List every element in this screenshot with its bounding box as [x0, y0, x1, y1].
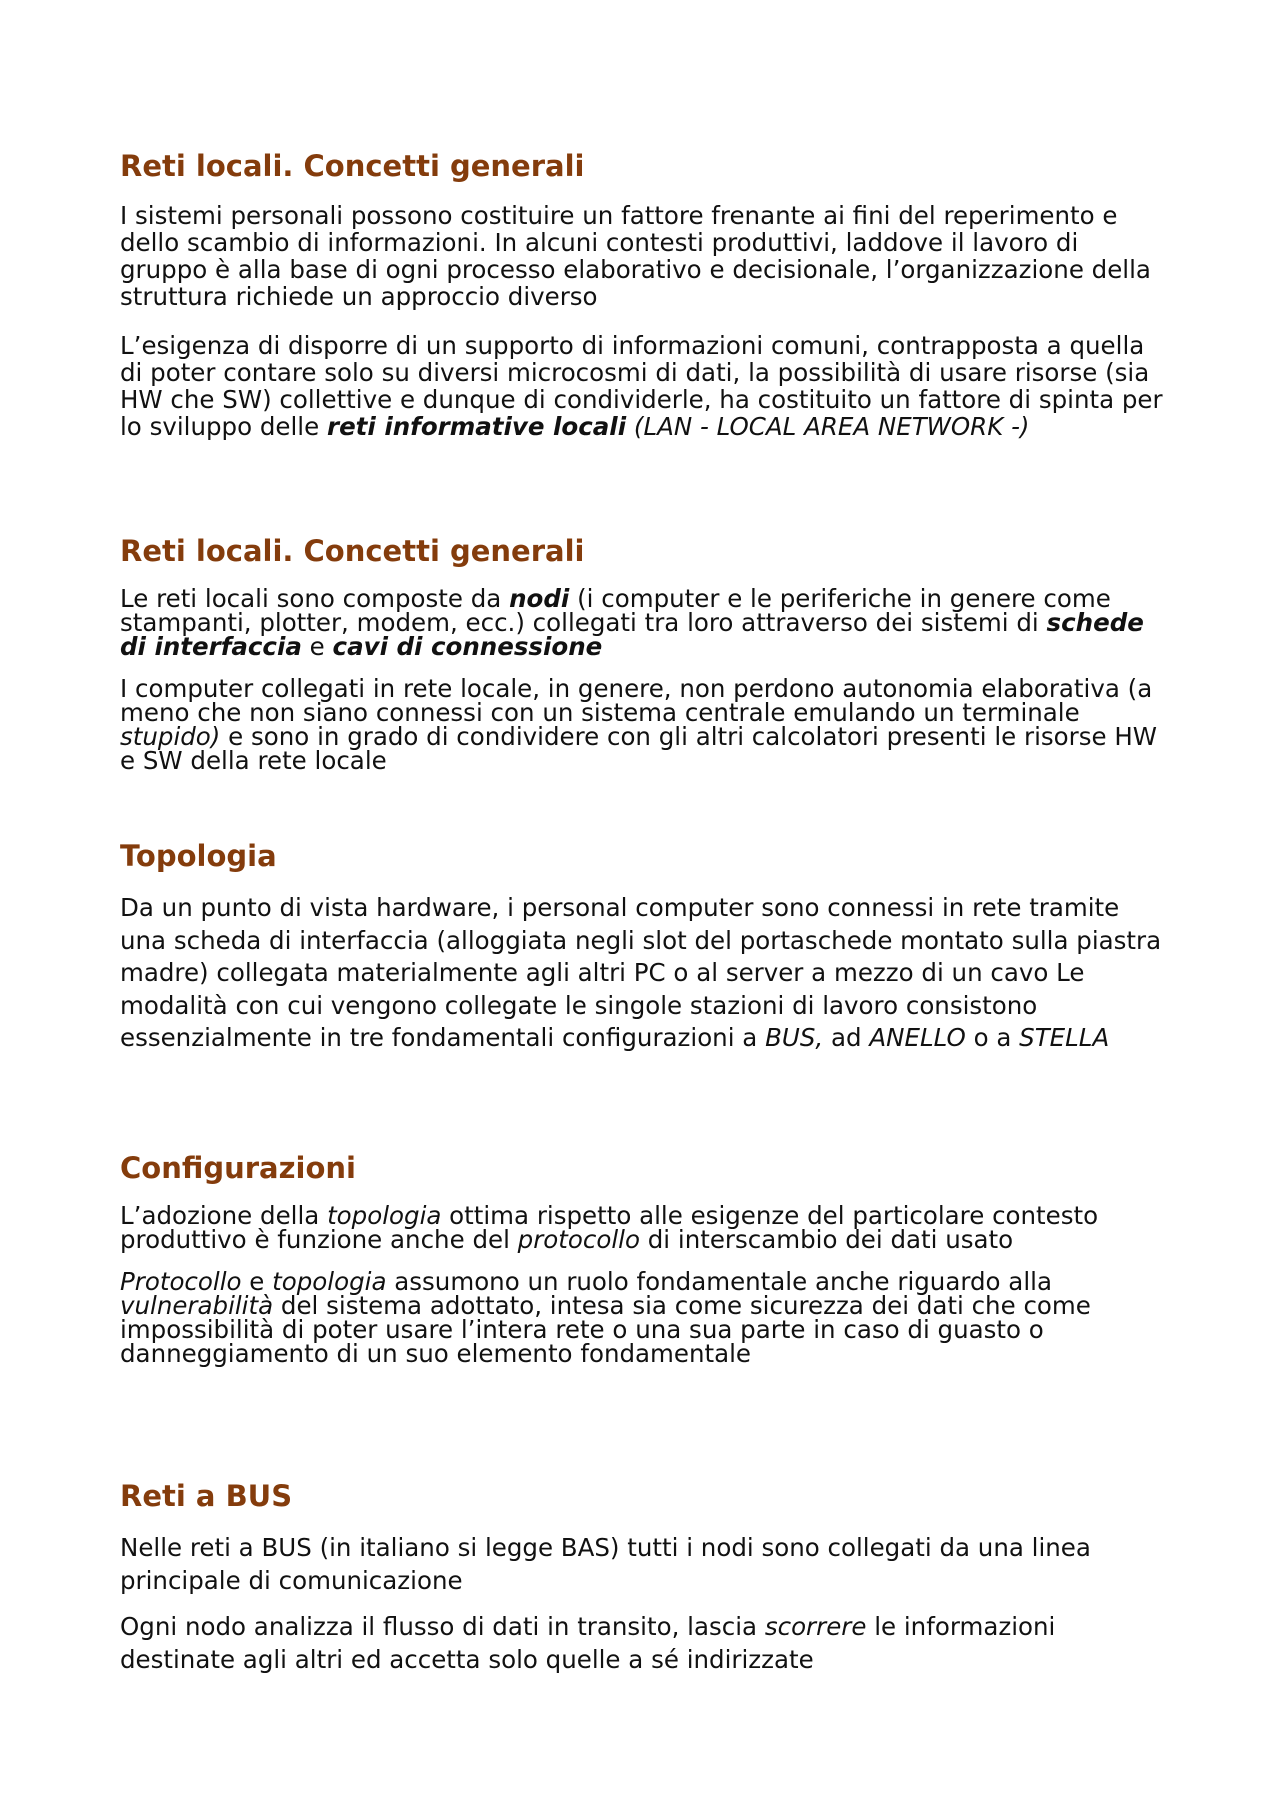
paragraph: [120, 1267, 1170, 1368]
emphasis: BUS,: [765, 1023, 824, 1052]
emphasis: Protocollo: [120, 1267, 242, 1296]
emphasis: vulnerabilità: [120, 1291, 274, 1320]
paragraph: [120, 1201, 1170, 1254]
text-run: Da un punto di vista hardware, i personal computer sono connessi in rete tramite una scheda di interfaccia (alloggiata negli slot del portaschede montato sulla piastra madre) collegata materialmente agli altri PC o al server a mezzo di un cavo Le modalità con cui vengono collegate le singole stazioni di lavoro consistono essenzialmente in tre fondamentali configurazioni a: [120, 893, 1162, 1052]
emphasis: stupido): [120, 722, 221, 751]
text-run: ad: [823, 1023, 870, 1052]
section-title: Reti a BUS: [120, 1479, 293, 1513]
text-run: ottima rispetto alle esigenze del particolare contesto produttivo è funzione anche del: [120, 1201, 1099, 1254]
emphasis: topologia: [327, 1201, 442, 1230]
text-run: e sono in grado di condividere con gli altri calcolatori presenti le risorse HW e SW della rete locale: [120, 722, 1158, 775]
section-title: Topologia: [120, 839, 277, 873]
text-run: di interscambio dei dati usato: [639, 1225, 1014, 1254]
text-run: assumono un ruolo fondamentale anche riguardo alla: [386, 1267, 1052, 1296]
paragraph: Nelle reti a BUS (in italiano si legge BAS) tutti i nodi sono collegati da una linea principale di comunicazione: [120, 1533, 1091, 1595]
emphasis-bold: cavi di connessione: [332, 632, 603, 661]
text-run: o a: [965, 1023, 1020, 1052]
text-run: (i computer e le periferiche in genere come stampanti, plotter, modem, ecc.) collegati tra loro attraverso dei sistemi di: [120, 584, 1111, 637]
emphasis-bold: schede di interfaccia: [120, 608, 1144, 661]
paragraph: [120, 332, 1170, 440]
emphasis: STELLA: [1019, 1023, 1110, 1052]
paragraph: I sistemi personali possono costituire un fattore frenante ai fini del reperimento e dello scambio di informazioni. In alcuni contesti produttivi, laddove il lavoro di gruppo è alla base di ogni processo elaborativo e decisionale, l’organizzazione della struttura richiede un approccio diverso: [120, 201, 1151, 311]
emphasis: scorrere: [764, 1612, 867, 1641]
section-reti-locali-2: [120, 533, 1170, 773]
emphasis-bold: nodi: [509, 584, 570, 613]
section-reti-a-bus: [120, 1478, 1170, 1676]
paragraph: [120, 1611, 1170, 1676]
paragraph: [120, 892, 1170, 1055]
section-title: Configurazioni: [120, 1151, 356, 1185]
paragraph: [120, 674, 1170, 775]
paragraph: [120, 584, 1170, 661]
text-run: Ogni nodo analizza il flusso di dati in transito, lascia: [120, 1612, 765, 1641]
text-run: e: [241, 1267, 273, 1296]
text-run: le informazioni destinate agli altri ed accetta solo quelle a sé indirizzate: [120, 1612, 1056, 1674]
section-topologia: [120, 838, 1170, 1055]
emphasis: (LAN - LOCAL AREA NETWORK -): [626, 412, 1030, 441]
section-title: Reti locali. Concetti generali: [120, 149, 585, 183]
emphasis: topologia: [272, 1267, 387, 1296]
text-run: L’adozione della: [120, 1201, 328, 1230]
text-run: del sistema adottato, intesa sia come sicurezza dei dati che come impossibilità di poter usare l’intera rete o una sua parte in caso di guasto o danneggiamento di un suo elemento fondamentale: [120, 1291, 1091, 1368]
section-configurazioni: [120, 1150, 1170, 1366]
text-run: e: [301, 632, 333, 661]
section-title: Reti locali. Concetti generali: [120, 534, 585, 568]
emphasis: ANELLO: [869, 1023, 966, 1052]
text-run: L’esigenza di disporre di un supporto di informazioni comuni, contrapposta a quella di poter contare solo su diversi microcosmi di dati, la possibilità di usare risorse (sia HW che SW) collettive e dunque di condividerle, ha costituito un fattore di spinta per lo sviluppo delle: [120, 331, 1163, 441]
text-run: I computer collegati in rete locale, in genere, non perdono autonomia elaborativa (a meno che non siano connessi con un sistema centrale emulando un terminale: [120, 674, 1153, 727]
emphasis-bold: reti informative locali: [326, 412, 627, 441]
section-reti-locali-1: [120, 148, 1170, 440]
text-run: Le reti locali sono composte da: [120, 584, 510, 613]
emphasis: protocollo: [517, 1225, 640, 1254]
